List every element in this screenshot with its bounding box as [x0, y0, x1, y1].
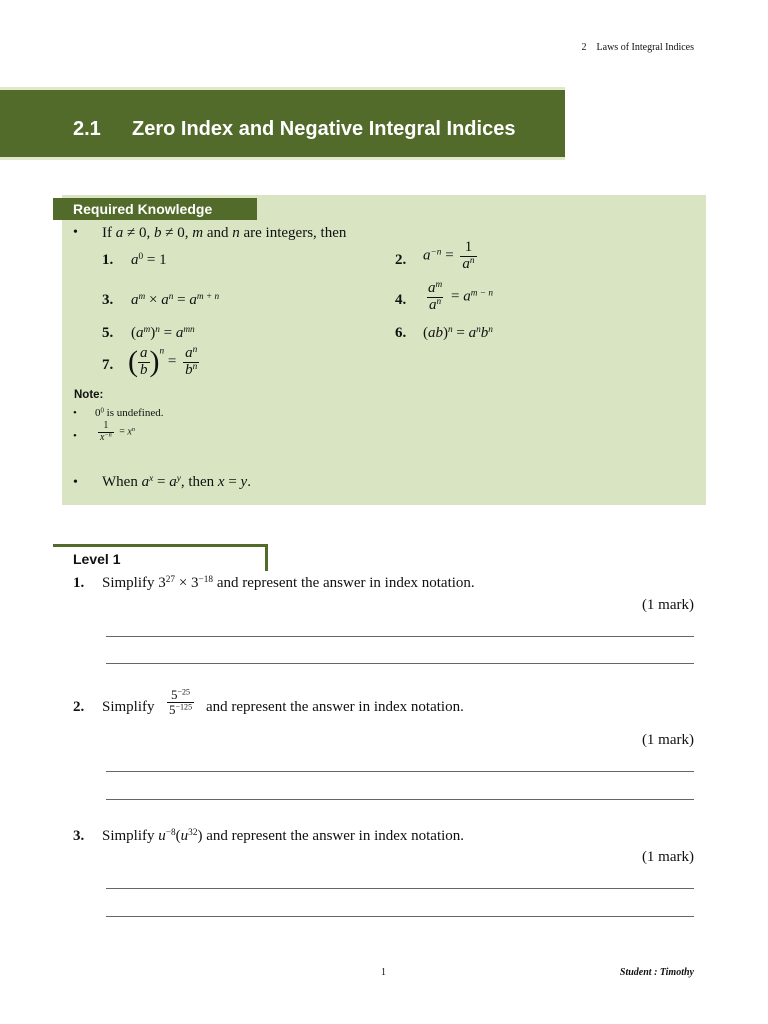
answer-line[interactable]	[106, 888, 694, 889]
note-exp: n	[131, 425, 135, 433]
bullet: •	[73, 430, 77, 442]
section-title: Zero Index and Negative Integral Indices	[132, 118, 516, 140]
when-var: x	[217, 474, 225, 490]
fraction-numerator: a	[428, 280, 436, 296]
law-paren: (	[131, 325, 136, 341]
law-exp: m	[435, 279, 443, 290]
note-title: Note:	[74, 389, 104, 401]
fraction-denominator: x	[100, 431, 105, 443]
question-text-part: × 3	[175, 575, 199, 591]
law-var: b	[480, 325, 489, 341]
question-var: u	[180, 828, 189, 844]
note-eq: =	[116, 426, 128, 438]
law-exp: 0	[138, 251, 144, 262]
page-number: 1	[381, 967, 386, 978]
law-exp: n	[436, 296, 442, 307]
when-eq: =	[153, 474, 170, 490]
question-exp: −8	[165, 827, 176, 838]
answer-line[interactable]	[106, 799, 694, 800]
note-fraction	[98, 421, 114, 443]
law-eq: =	[159, 325, 176, 341]
bullet: •	[73, 475, 78, 490]
law-fraction	[183, 346, 199, 379]
law-exp: mn	[183, 324, 195, 335]
intro-text: ≠ 0,	[123, 225, 154, 241]
law-var: a	[131, 292, 139, 308]
law-exp: m	[138, 291, 146, 302]
when-var: a	[169, 474, 177, 490]
law-exp: m + n	[196, 291, 220, 302]
required-knowledge-tab: Required Knowledge	[53, 198, 257, 220]
knowledge-intro	[102, 225, 346, 242]
when-text: When	[102, 474, 142, 490]
law-eq: =	[447, 288, 464, 305]
law-exp: n	[448, 324, 453, 335]
when-exp: x	[149, 473, 154, 484]
law-eq: =	[452, 325, 469, 341]
fraction-denominator: a	[429, 296, 437, 313]
law-paren: )	[149, 345, 160, 378]
intro-var: m	[192, 225, 204, 241]
section-number: 2.1	[73, 118, 101, 140]
fraction-numerator: a	[185, 344, 193, 361]
intro-text: If	[102, 225, 116, 241]
question-exp: 32	[188, 827, 198, 838]
law-var: a	[136, 325, 144, 341]
note-var: x	[127, 426, 132, 438]
intro-text: ≠ 0,	[161, 225, 193, 241]
law-var: a	[463, 288, 471, 305]
law-exp: m	[143, 324, 151, 335]
question-paren: )	[197, 828, 203, 844]
fraction-numerator: 1	[103, 420, 109, 431]
when-text: .	[247, 474, 251, 490]
fraction-denominator: b	[140, 361, 148, 378]
answer-line[interactable]	[106, 663, 694, 664]
level-label: Level 1	[73, 551, 121, 567]
question-text	[102, 575, 475, 592]
law-fraction	[460, 240, 476, 273]
question-var: u	[158, 828, 166, 844]
law-fraction	[426, 281, 444, 314]
law-label: 1.	[102, 252, 114, 268]
law-exp: n	[192, 361, 198, 372]
when-eq: =	[224, 474, 241, 490]
law-fraction	[138, 346, 150, 379]
note-exp: −n	[104, 431, 112, 439]
law-exp: n	[469, 255, 475, 266]
question-number: 1.	[73, 575, 85, 591]
question-text	[102, 828, 464, 845]
law-formula	[131, 292, 219, 309]
bullet: •	[73, 407, 77, 419]
law-label: 4.	[395, 292, 407, 308]
law-exp: n	[168, 291, 174, 302]
note-base: 0	[95, 407, 101, 419]
question-exp: −18	[198, 574, 214, 585]
note-text: is undefined.	[103, 407, 164, 419]
header-chapter-number: 2	[581, 42, 587, 53]
law-var: a	[423, 247, 431, 264]
law-op: ×	[145, 292, 162, 308]
fraction	[167, 688, 194, 716]
fraction-numerator: 1	[464, 239, 473, 255]
law-exp: m − n	[470, 288, 493, 299]
note-item	[95, 407, 163, 419]
bullet: •	[73, 225, 78, 240]
law-var: a	[468, 325, 477, 341]
when-text: , then	[180, 474, 218, 490]
law-label: 6.	[395, 325, 407, 341]
intro-text: and	[203, 225, 233, 241]
law-formula	[423, 325, 493, 342]
question-mark: (1 mark)	[641, 597, 694, 613]
law-exp: n	[476, 324, 481, 335]
law-formula	[423, 281, 493, 314]
law-formula	[423, 240, 480, 273]
when-var: y	[240, 474, 248, 490]
law-formula	[128, 345, 202, 379]
fraction-denominator: 5	[169, 701, 176, 717]
student-name: Student : Timothy	[619, 967, 694, 978]
fraction-denominator: b	[185, 361, 193, 378]
law-paren: )	[443, 325, 448, 341]
law-exp: n	[192, 344, 198, 355]
law-label: 2.	[395, 252, 407, 268]
law-exp: n	[488, 324, 493, 335]
law-eq: =	[164, 353, 181, 370]
law-var: a	[189, 292, 197, 308]
law-exp: n	[159, 346, 165, 357]
question-exp: −125	[175, 702, 193, 712]
law-eq: =	[441, 247, 458, 264]
question-paren: (	[175, 828, 181, 844]
law-paren: )	[150, 325, 156, 341]
law-var: ab	[428, 325, 443, 341]
law-paren: (	[128, 345, 138, 378]
knowledge-when	[102, 474, 251, 491]
law-paren: (	[423, 325, 428, 341]
fraction-numerator: a	[140, 344, 148, 361]
intro-var: a	[115, 225, 124, 241]
fraction-denominator: a	[462, 255, 470, 272]
question-text-part: Simplify	[102, 699, 155, 715]
question-text-part: and represent the answer in index notation.	[213, 575, 475, 591]
question-mark: (1 mark)	[641, 849, 694, 865]
law-label: 7.	[102, 357, 114, 373]
answer-line[interactable]	[106, 916, 694, 917]
law-rhs: = 1	[143, 252, 167, 268]
question-mark: (1 mark)	[641, 732, 694, 748]
law-var: a	[161, 292, 169, 308]
question-number: 3.	[73, 828, 85, 844]
question-number: 2.	[73, 699, 85, 715]
intro-var: n	[232, 225, 240, 241]
when-var: a	[141, 474, 150, 490]
question-text-part: Simplify	[102, 828, 159, 844]
law-exp: −n	[430, 247, 442, 258]
question-text-part: and represent the answer in index notation.	[202, 828, 465, 844]
answer-line[interactable]	[106, 771, 694, 772]
law-exp: n	[155, 324, 160, 335]
question-text-part: and represent the answer in index notation.	[206, 699, 464, 715]
header-chapter-title: Laws of Integral Indices	[596, 42, 694, 53]
question-exp: 27	[165, 574, 176, 585]
answer-line[interactable]	[106, 636, 694, 637]
law-var: a	[175, 325, 184, 341]
intro-text: are integers, then	[239, 225, 347, 241]
question-exp: −25	[177, 687, 191, 697]
law-formula	[131, 252, 167, 269]
note-item	[95, 421, 135, 443]
when-exp: y	[176, 473, 181, 484]
running-header	[582, 42, 694, 53]
law-label: 3.	[102, 292, 114, 308]
fraction-numerator: 5	[171, 687, 178, 702]
law-formula	[131, 325, 195, 342]
law-eq: =	[173, 292, 190, 308]
question-text-part: Simplify 3	[102, 575, 166, 591]
note-exp: 0	[100, 407, 104, 415]
question-fraction	[164, 688, 197, 716]
law-var: a	[131, 252, 139, 268]
intro-var: b	[153, 225, 162, 241]
law-label: 5.	[102, 325, 114, 341]
